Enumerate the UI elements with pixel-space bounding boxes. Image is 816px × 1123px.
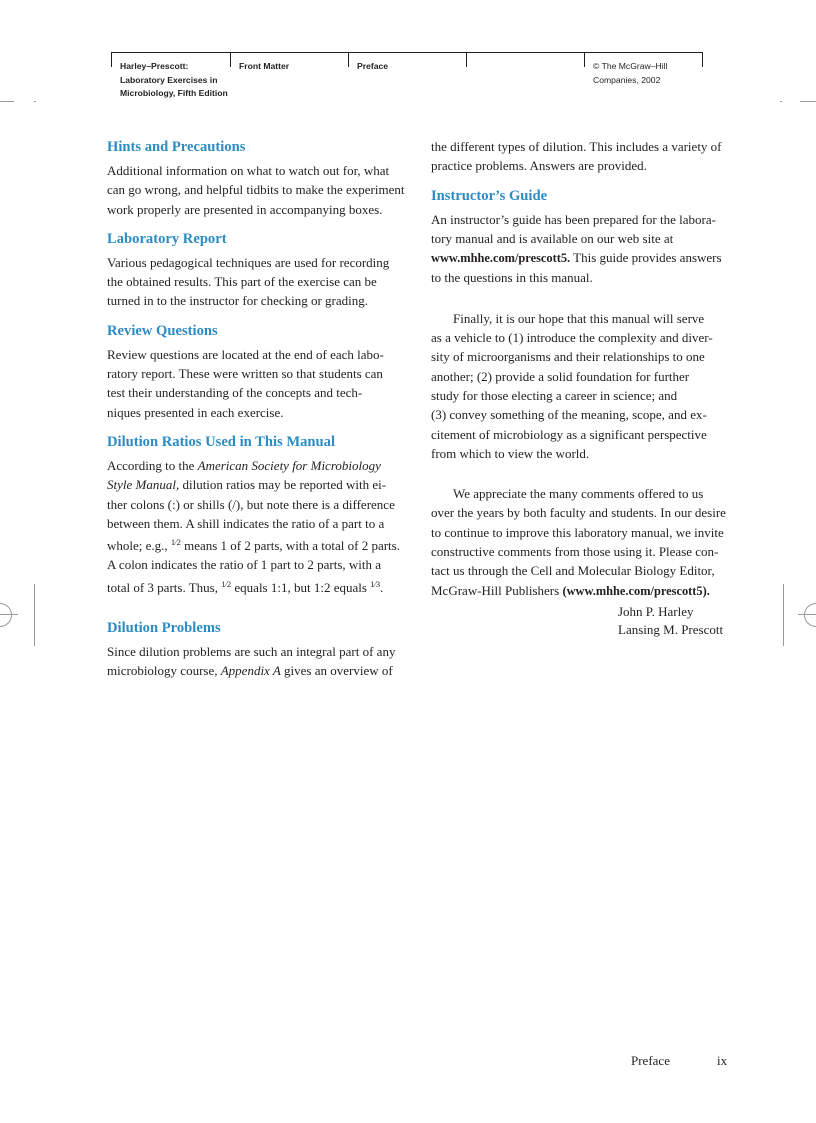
crop-mark-left-vertical	[34, 584, 35, 646]
text-line: can go wrong, and helpful tidbits to make the experiment	[107, 182, 405, 198]
text-line	[107, 475, 404, 494]
left-column	[107, 137, 404, 681]
report-paragraph	[107, 253, 404, 311]
text-line: tact us through the Cell and Molecular Biology Editor,	[431, 563, 715, 579]
text-line: as a vehicle to (1) introduce the complexity and diver-	[431, 330, 713, 346]
header-part	[239, 60, 289, 74]
text-run: gives an overview of	[280, 663, 393, 679]
text-run: This guide provides answers	[570, 250, 722, 266]
text-line: test their understanding of the concepts and tech-	[107, 385, 363, 401]
text-line: Review questions are located at the end of each labo-	[107, 346, 384, 362]
header-book-line: Microbiology, Fifth Edition	[120, 88, 228, 98]
text-line: tory manual and is available on our web site at	[431, 230, 674, 246]
ratios-paragraph	[107, 456, 404, 597]
appendix-reference-italic: Appendix A	[220, 663, 281, 679]
text-line	[107, 661, 404, 680]
footer-section-label: Preface	[631, 1053, 670, 1068]
section-heading-problems: Dilution Problems	[107, 620, 221, 637]
header-copyright	[593, 60, 667, 87]
text-line: constructive comments from those using it. Please con-	[431, 544, 719, 560]
text-run: According to the	[107, 457, 198, 473]
text-line	[107, 575, 404, 597]
header-part-text: Front Matter	[239, 61, 290, 71]
text-line: niques presented in each exercise.	[107, 404, 284, 420]
text-line: another; (2) provide a solid foundation for further	[431, 368, 690, 384]
header-chapter	[357, 60, 388, 74]
text-line	[431, 248, 728, 268]
fraction-third: 1⁄3	[370, 578, 381, 589]
text-line: An instructor’s guide has been prepared for the labora-	[431, 211, 716, 227]
header-divider	[702, 52, 703, 67]
header-divider	[466, 52, 467, 67]
text-line: citement of microbiology as a significant perspective	[431, 426, 707, 442]
author-name: Lansing M. Prescott	[618, 622, 724, 638]
header-divider	[348, 52, 349, 67]
text-line	[107, 456, 404, 475]
closing-paragraph	[431, 309, 728, 463]
section-heading-hints: Hints and Precautions	[107, 139, 246, 155]
text-line: ratory report. These were written so that students can	[107, 366, 383, 382]
text-run: dilution ratios may be reported with ei-	[179, 477, 387, 493]
text-line: turned in to the instructor for checking or grading.	[107, 293, 369, 309]
text-line: from which to view the world.	[431, 445, 590, 461]
text-line: Since dilution problems are such an integral part of any	[107, 644, 396, 660]
text-line: Additional information on what to watch out for, what	[107, 163, 390, 178]
section-heading-review: Review Questions	[107, 322, 218, 339]
registration-line-left	[0, 614, 18, 615]
author-name: John P. Harley	[618, 603, 694, 619]
text-run: McGraw-Hill Publishers	[431, 582, 563, 598]
header-copyright-line: © The McGraw–Hill	[593, 61, 668, 71]
text-line: ther colons (:) or shills (/), but note there is a difference	[107, 496, 395, 512]
running-header	[111, 52, 703, 98]
hints-paragraph	[107, 161, 404, 219]
website-link[interactable]: (www.mhhe.com/prescott5).	[562, 583, 710, 598]
text-line: Various pedagogical techniques are used for recording	[107, 254, 390, 270]
crop-mark-top-left	[0, 101, 14, 102]
text-line: to continue to improve this laboratory manual, we invite	[431, 524, 724, 540]
author-signature	[431, 603, 728, 640]
text-run: total of 3 parts. Thus,	[107, 579, 222, 595]
header-book-line: Laboratory Exercises in	[120, 74, 218, 85]
problems-paragraph	[107, 642, 404, 681]
text-line: the different types of dilution. This includes a variety of	[431, 139, 722, 154]
text-line: We appreciate the many comments offered to us	[453, 486, 704, 502]
guide-paragraph	[431, 210, 728, 288]
text-line: study for those electing a career in science; and	[431, 387, 678, 403]
text-line	[107, 533, 404, 555]
header-divider	[111, 52, 112, 67]
text-line: work properly are presented in accompanying boxes.	[107, 201, 383, 217]
header-divider	[584, 52, 585, 67]
header-book-line: Harley–Prescott:	[120, 61, 189, 71]
text-line: A colon indicates the ratio of 1 part to 2 parts, with a	[107, 557, 382, 573]
website-link[interactable]: www.mhhe.com/prescott5.	[431, 251, 571, 266]
header-copyright-line: Companies, 2002	[593, 74, 661, 85]
crop-mark-top-right	[800, 101, 816, 102]
text-run: .	[380, 579, 384, 595]
fraction-half: 1⁄2	[221, 578, 232, 589]
section-heading-guide: Instructor’s Guide	[431, 187, 548, 204]
crop-mark-right-vertical	[783, 584, 784, 646]
text-line: to the questions in this manual.	[431, 270, 593, 286]
journal-title-italic: Style Manual,	[107, 477, 180, 493]
text-line: practice problems. Answers are provided.	[431, 158, 647, 174]
text-run: equals 1:1, but 1:2 equals	[231, 579, 371, 595]
header-chapter-text: Preface	[357, 61, 389, 71]
journal-title-italic: American Society for Microbiology	[197, 457, 381, 473]
crop-mark-top-right-short	[780, 101, 782, 102]
text-run: means 1 of 2 parts, with a total of 2 parts.	[180, 538, 400, 554]
text-line: Finally, it is our hope that this manual will serve	[453, 310, 705, 326]
text-line: between them. A shill indicates the ratio of a part to a	[107, 515, 385, 531]
text-line	[431, 581, 728, 601]
header-divider	[230, 52, 231, 67]
text-line: the obtained results. This part of the exercise can be	[107, 274, 377, 290]
crop-mark-top-left-short	[34, 101, 36, 102]
text-run: microbiology course,	[107, 663, 221, 679]
page-number: ix	[717, 1053, 728, 1068]
section-heading-report: Laboratory Report	[107, 230, 227, 247]
text-run: whole; e.g.,	[107, 538, 171, 554]
right-column	[431, 137, 728, 640]
fraction-half: 1⁄2	[170, 537, 181, 548]
header-book-title	[120, 60, 228, 101]
text-line: (3) convey something of the meaning, scope, and ex-	[431, 407, 707, 423]
registration-line-right	[798, 614, 816, 615]
section-heading-ratios: Dilution Ratios Used in This Manual	[107, 433, 336, 450]
header-rule	[111, 52, 703, 53]
text-line: over the years by both faculty and students. In our desire	[431, 505, 726, 521]
registration-mark-right	[804, 603, 816, 627]
review-paragraph	[107, 345, 404, 422]
thanks-paragraph	[431, 484, 728, 601]
registration-mark-left	[0, 603, 12, 627]
problems-continuation-paragraph	[431, 137, 728, 176]
text-line: sity of microorganisms and their relationships to one	[431, 349, 705, 365]
